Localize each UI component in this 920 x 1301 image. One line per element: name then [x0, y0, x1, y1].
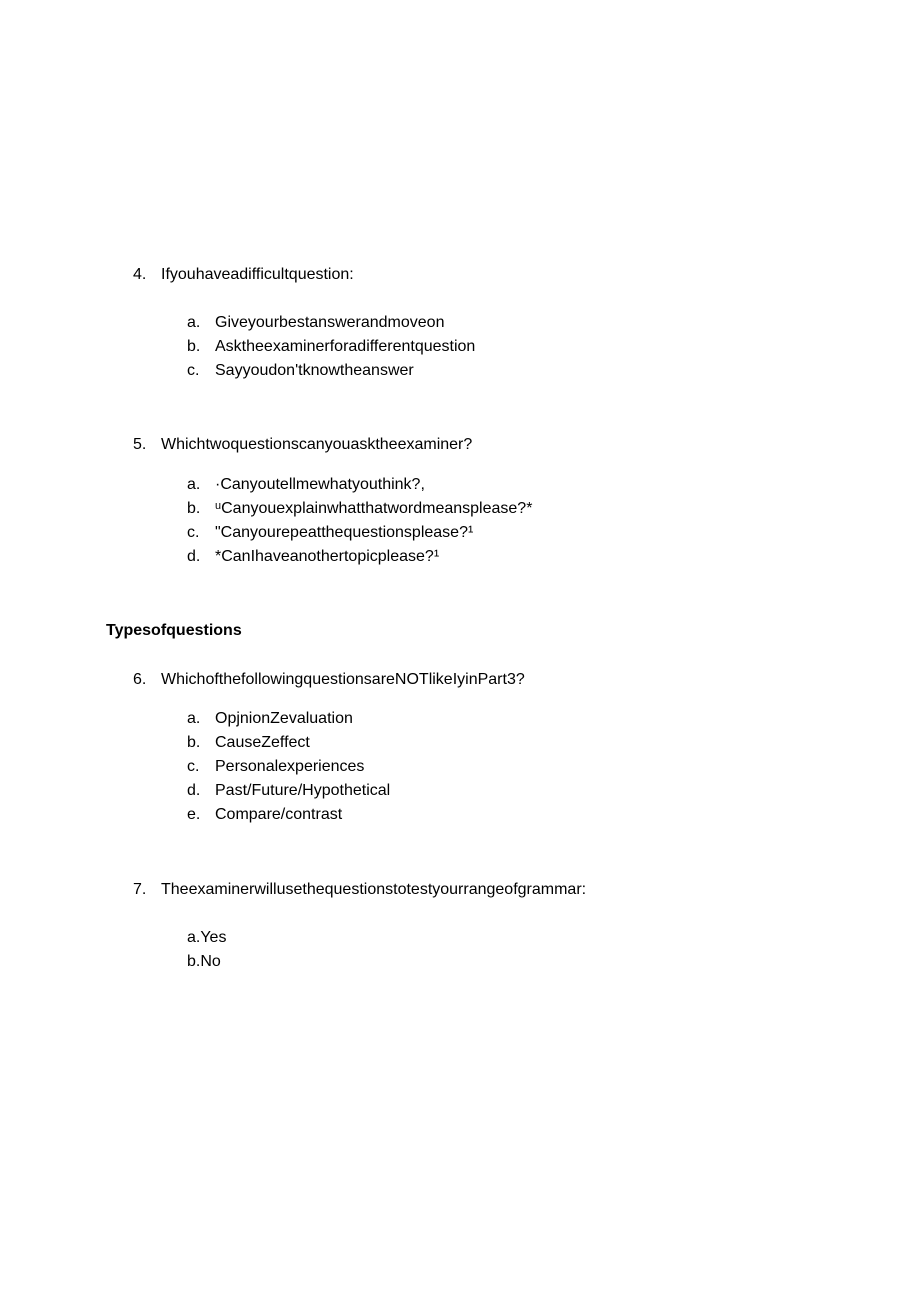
question-number: 7. — [133, 881, 147, 898]
option-letter: e. — [187, 806, 201, 823]
option-letter: a. — [187, 929, 201, 946]
list-item — [187, 805, 390, 829]
option-letter: a. — [187, 314, 201, 331]
option-letter: b. — [187, 338, 201, 355]
option-text: ·Canyoutellmewhatyouthink?, — [215, 476, 425, 493]
list-item — [187, 523, 532, 547]
list-item — [187, 757, 390, 781]
option-text: *CanIhaveanothertopicplease?¹ — [215, 548, 440, 565]
option-letter: c. — [187, 758, 200, 775]
option-text: CauseZeffect — [215, 734, 310, 751]
question-5-options — [187, 475, 532, 571]
option-text: "Canyourepeatthequestionsplease?¹ — [215, 524, 474, 541]
list-item — [187, 709, 390, 733]
question-text: Ifyouhaveadifficultquestion: — [161, 266, 354, 283]
option-letter: d. — [187, 548, 201, 565]
list-item — [187, 361, 475, 385]
question-4 — [133, 265, 354, 285]
section-heading: Typesofquestions — [106, 622, 242, 639]
list-item — [187, 547, 532, 571]
question-text: Theexaminerwillusethequestionstotestyourrangeofgrammar: — [161, 881, 587, 898]
option-text: Giveyourbestanswerandmoveon — [215, 314, 445, 331]
option-letter: b. — [187, 734, 201, 751]
list-item — [187, 952, 226, 976]
option-text: Yes — [200, 929, 227, 946]
option-text: Compare/contrast — [215, 806, 343, 823]
option-letter: a. — [187, 710, 201, 727]
list-item — [187, 781, 390, 805]
question-7 — [133, 880, 586, 900]
question-6-options — [187, 709, 390, 829]
option-letter: c. — [187, 362, 200, 379]
list-item — [187, 313, 475, 337]
question-5 — [133, 435, 472, 455]
option-letter: b. — [187, 953, 201, 970]
question-number: 6. — [133, 671, 147, 688]
list-item — [187, 733, 390, 757]
option-text: Asktheexaminerforadifferentquestion — [215, 338, 476, 355]
question-number: 4. — [133, 266, 147, 283]
option-letter: b. — [187, 500, 201, 517]
option-letter: a. — [187, 476, 201, 493]
question-7-options — [187, 928, 226, 976]
option-text: Past/Future/Hypothetical — [215, 782, 391, 799]
question-4-options — [187, 313, 475, 385]
question-6 — [133, 670, 525, 690]
option-text: Sayyoudon'tknowtheanswer — [215, 362, 414, 379]
question-number: 5. — [133, 436, 147, 453]
question-text: WhichofthefollowingquestionsareNOTlikeIyinPart3? — [161, 671, 525, 688]
question-text: Whichtwoquestionscanyouasktheexaminer? — [161, 436, 473, 453]
option-text: OpjnionZevaluation — [215, 710, 353, 727]
option-letter: d. — [187, 782, 201, 799]
list-item — [187, 475, 532, 499]
list-item — [187, 928, 226, 952]
list-item — [187, 337, 475, 361]
option-letter: c. — [187, 524, 200, 541]
option-text: No — [200, 953, 221, 970]
option-text: Personalexperiences — [215, 758, 365, 775]
option-text: ᵘCanyouexplainwhatthatwordmeansplease?* — [215, 500, 533, 517]
list-item — [187, 499, 532, 523]
